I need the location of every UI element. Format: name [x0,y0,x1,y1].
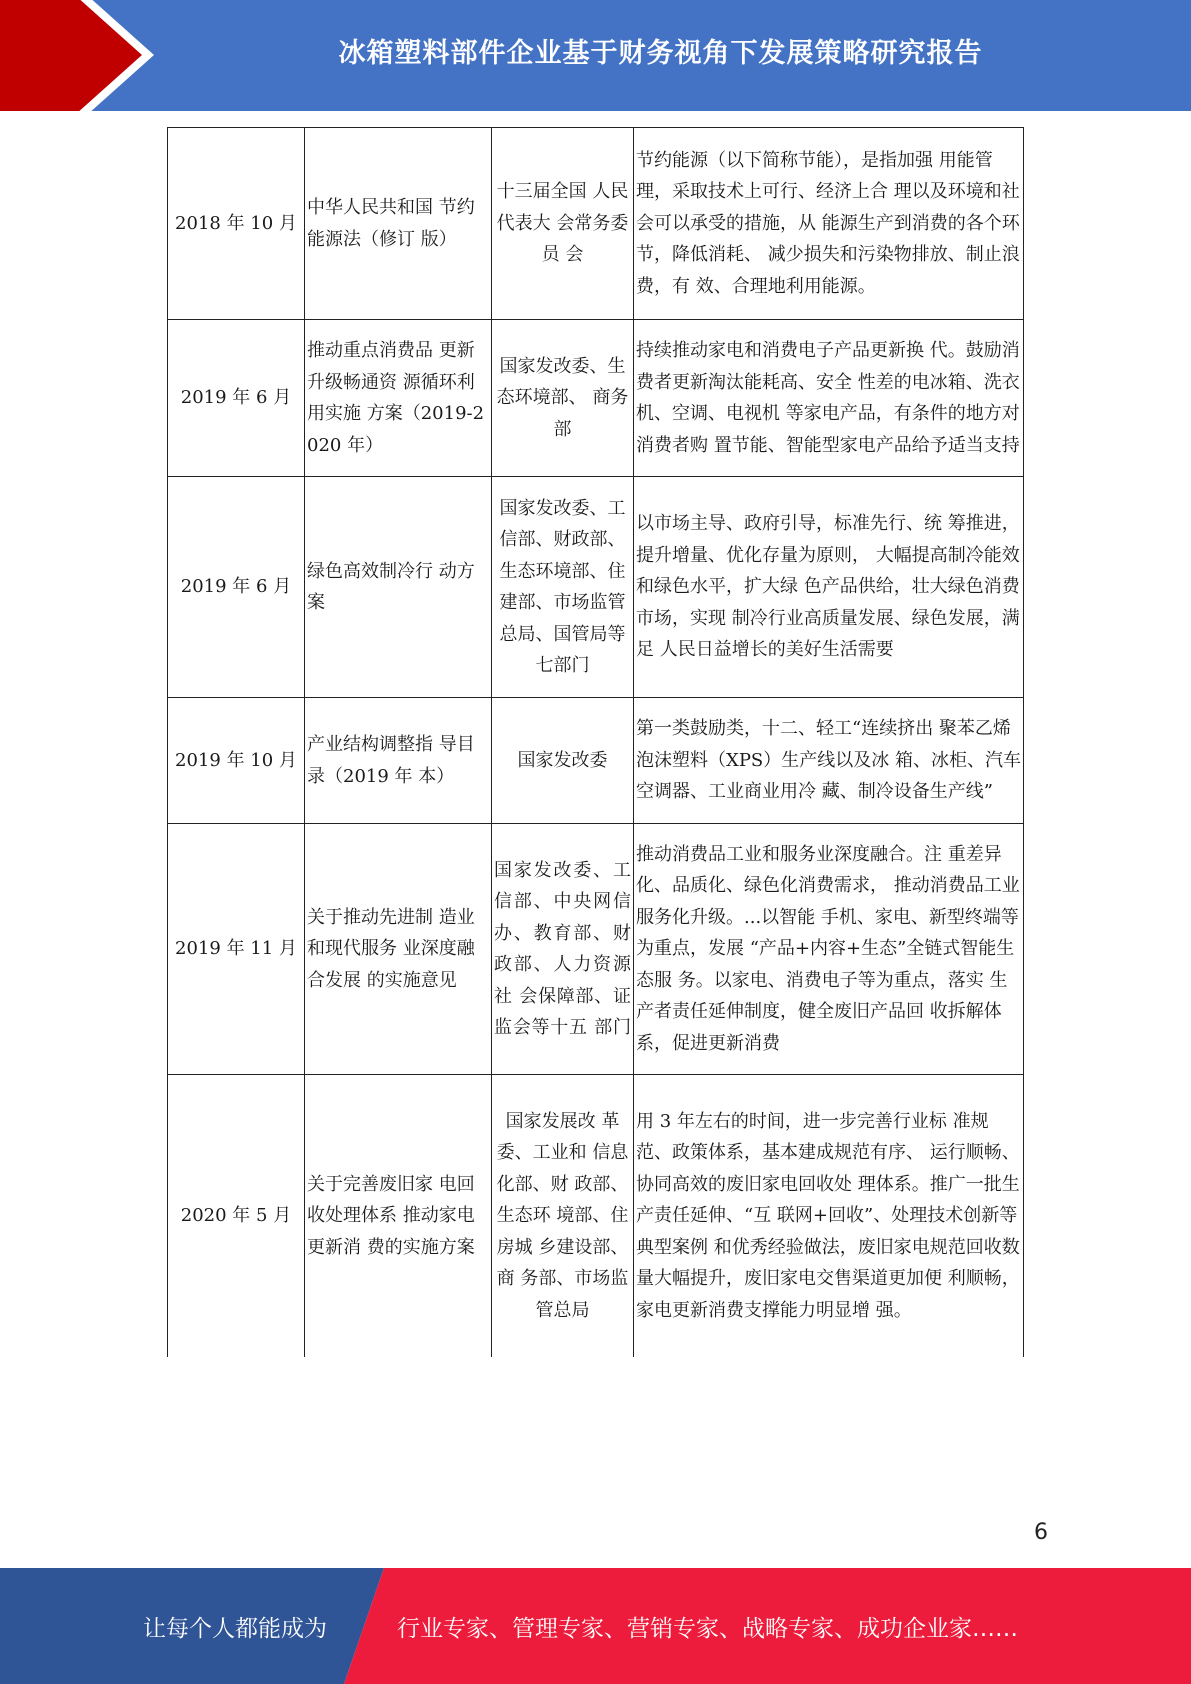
policy-description: 节约能源（以下简称节能），是指加强 用能管理，采取技术上可行、经济上合 理以及环境和社会可以承受的措施，从 能源生产到消费的各个环节，降低消耗、 减少损失和污染物排放、制止浪费，有 效、合理地利用能源。 [634,128,1024,320]
page-footer [0,1568,1191,1684]
policy-department: 国家发改委、工信部、财政部、生态环境部、住建部、市场监管总局、国管局等七部门 [492,477,634,698]
policy-department: 国家发展改 革委、工业和 信息化部、财 政部、生态环 境部、住房城 乡建设部、商 务部、市场监 管总局 [492,1075,634,1357]
policy-date: 2019 年 6 月 [168,477,305,698]
policy-date: 2018 年 10 月 [168,128,305,320]
policy-name: 产业结构调整指 导目录（2019 年 本） [305,698,492,824]
policy-name: 关于完善废旧家 电回收处理体系 推动家电更新消 费的实施方案 [305,1075,492,1357]
policy-description: 第一类鼓励类，十二、轻工“连续挤出 聚苯乙烯泡沫塑料（XPS）生产线以及冰 箱、冰柜、汽车空调器、工业商业用冷 藏、制冷设备生产线” [634,698,1024,824]
table-row [168,128,1024,320]
policy-description: 用 3 年左右的时间，进一步完善行业标 准规范、政策体系，基本建成规范有序、 运行顺畅、协同高效的废旧家电回收处 理体系。推广一批生产责任延伸、“互 联网+回收”、处理技术创新等典型案例 和优秀经验做法，废旧家电规范回收数 量大幅提升，废旧家电交售渠道更加便 利顺畅，家电更新消费支撑能力明显增 强。 [634,1075,1024,1357]
policy-name: 关于推动先进制 造业和现代服务 业深度融合发展 的实施意见 [305,824,492,1075]
page-number: 6 [1034,1520,1048,1545]
policy-name: 推动重点消费品 更新升级畅通资 源循环利用实施 方案（2019-2020 年） [305,320,492,477]
policy-name: 绿色高效制冷行 动方案 [305,477,492,698]
table-row [168,698,1024,824]
policy-date: 2019 年 6 月 [168,320,305,477]
policy-department: 国家发改委 [492,698,634,824]
policy-description: 以市场主导、政府引导，标准先行、统 筹推进，提升增量、优化存量为原则， 大幅提高制冷能效和绿色水平，扩大绿 色产品供给，壮大绿色消费市场，实现 制冷行业高质量发展、绿色发展，满足 人民日益增长的美好生活需要 [634,477,1024,698]
policy-table [167,127,1024,1357]
table-row [168,320,1024,477]
policy-department: 国家发改委、工信部、中央网信办、教育部、财政部、人力资源社 会保障部、证 监会等十五 部门 [492,824,634,1075]
policy-description: 推动消费品工业和服务业深度融合。注 重差异化、品质化、绿色化消费需求， 推动消费品工业服务化升级。...以智能 手机、家电、新型终端等为重点，发展 “产品+内容+生态”全链式智能生态服 务。以家电、消费电子等为重点，落实 生产者责任延伸制度，健全废旧产品回 收拆解体系，促进更新消费 [634,824,1024,1075]
footer-slogan-left: 让每个人都能成为 [143,1615,327,1642]
policy-date: 2020 年 5 月 [168,1075,305,1357]
table-row [168,477,1024,698]
table-row [168,1075,1024,1357]
policy-date: 2019 年 10 月 [168,698,305,824]
policy-department: 十三届全国 人民代表大 会常务委员 会 [492,128,634,320]
policy-date: 2019 年 11 月 [168,824,305,1075]
policy-description: 持续推动家电和消费电子产品更新换 代。鼓励消费者更新淘汰能耗高、安全 性差的电冰箱、洗衣机、空调、电视机 等家电产品，有条件的地方对消费者购 置节能、智能型家电产品给予适当支持 [634,320,1024,477]
policy-department: 国家发改委、生态环境部、 商务部 [492,320,634,477]
page-header [0,0,1191,111]
policy-name: 中华人民共和国 节约能源法（修订 版） [305,128,492,320]
report-title: 冰箱塑料部件企业基于财务视角下发展策略研究报告 [338,37,983,69]
footer-slogan-right: 行业专家、管理专家、营销专家、战略专家、成功企业家…… [397,1615,1018,1642]
table-row [168,824,1024,1075]
